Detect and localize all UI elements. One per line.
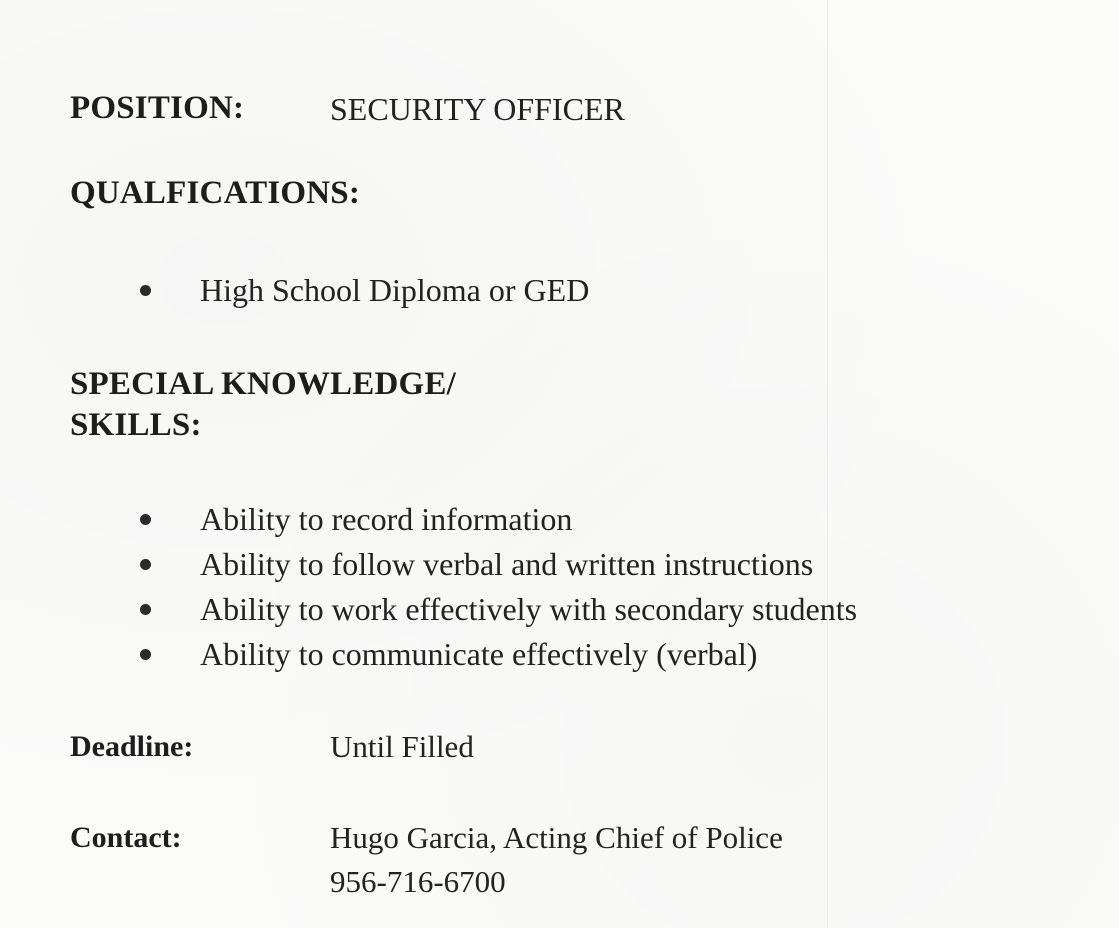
list-item bbox=[200, 587, 857, 632]
list-item bbox=[200, 268, 589, 313]
position-label: POSITION: bbox=[70, 90, 245, 126]
deadline-value: Until Filled bbox=[330, 729, 474, 764]
position-value: SECURITY OFFICER bbox=[330, 91, 625, 127]
list-item bbox=[200, 497, 857, 542]
bullet-icon bbox=[140, 559, 151, 570]
bullet-icon bbox=[140, 514, 151, 525]
list-item bbox=[200, 632, 857, 677]
contact-name: Hugo Garcia, Acting Chief of Police bbox=[330, 820, 783, 855]
skills-heading: SKILLS: bbox=[70, 407, 202, 443]
contact-label: Contact: bbox=[70, 821, 182, 854]
bullet-icon bbox=[140, 285, 151, 296]
bullet-icon bbox=[140, 649, 151, 660]
contact-phone: 956-716-6700 bbox=[330, 864, 506, 899]
skill-text: Ability to record information bbox=[200, 501, 573, 537]
skill-text: Ability to communicate effectively (verbal) bbox=[200, 636, 758, 672]
qualification-text: High School Diploma or GED bbox=[200, 272, 590, 308]
deadline-label: Deadline: bbox=[70, 730, 194, 763]
list-item bbox=[200, 542, 857, 587]
scan-edge-divider bbox=[827, 0, 828, 928]
qualifications-list bbox=[200, 268, 589, 313]
skill-text: Ability to follow verbal and written instructions bbox=[200, 546, 814, 582]
bullet-icon bbox=[140, 604, 151, 615]
qualifications-heading: QUALFICATIONS: bbox=[70, 175, 361, 211]
skill-text: Ability to work effectively with secondary students bbox=[200, 591, 858, 627]
special-knowledge-heading: SPECIAL KNOWLEDGE/ bbox=[70, 366, 456, 402]
skills-list bbox=[200, 497, 857, 677]
